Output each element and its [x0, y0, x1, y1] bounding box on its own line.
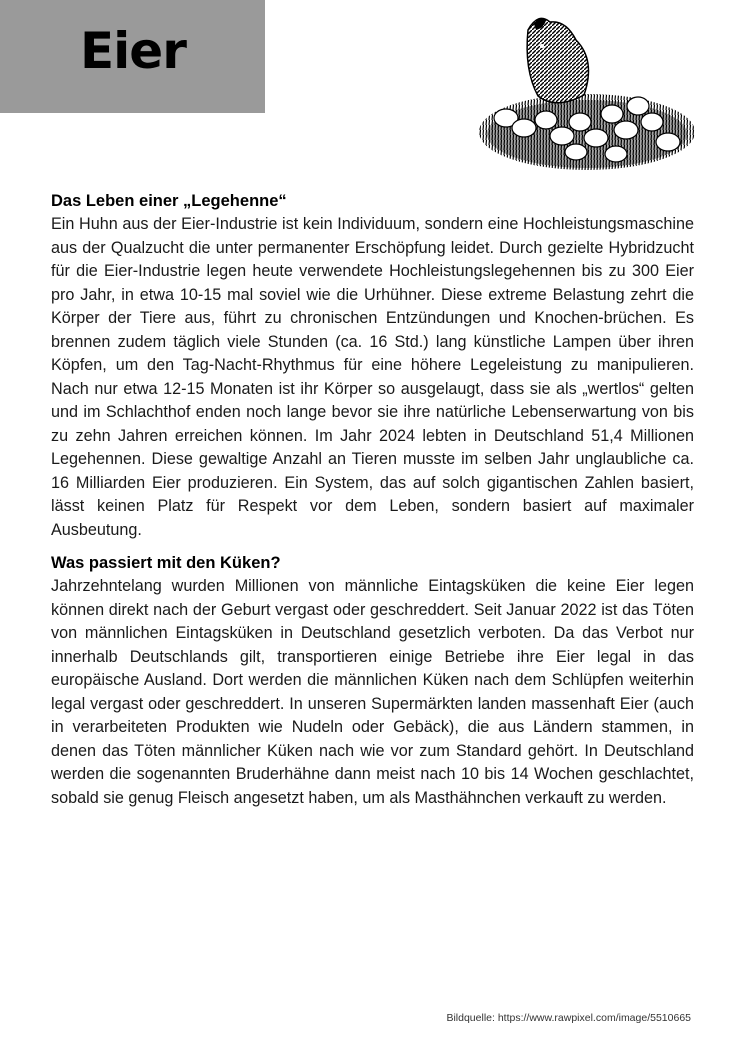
- image-credit: Bildquelle: https://www.rawpixel.com/image/5510665: [446, 1012, 691, 1024]
- section-body-kueken: Jahrzehntelang wurden Millionen von männliche Eintagsküken die keine Eier legen können direkt nach der Geburt vergast oder geschreddert. Seit Januar 2022 ist das Töten von männlichen Eintagsküken in Deutschland gesetzlich verboten. Da das Verbot nur innerhalb Deutschlands gilt, transportieren einige Betriebe ihre Eier legal in das europäische Ausland. Dort werden die männlichen Küken nach dem Schlüpfen weiterhin legal vergast oder geschreddert. In unseren Supermärkten landen massenhaft Eier (auch in verarbeiteten Produkten wie Nudeln oder Gebäck), die aus Ländern stammen, in denen das Töten männlicher Küken nach wie vor zum Standard gehört. In Deutschland werden die sogenannten Bruderhähne dann meist nach 10 bis 14 Wochen geschlachtet, sobald sie genug Fleisch angesetzt haben, um als Masthähnchen verkauft zu werden.: [51, 577, 694, 807]
- hen-with-chicks-illustration: [476, 10, 698, 175]
- article-content: [51, 190, 694, 820]
- section-heading-legehenne: Das Leben einer „Legehenne“: [51, 192, 287, 210]
- section-heading-kueken: Was passiert mit den Küken?: [51, 554, 281, 572]
- title-banner: [0, 0, 265, 113]
- page-title: Eier: [80, 22, 186, 80]
- hen-illustration-icon: [476, 10, 698, 175]
- section-body-legehenne: Ein Huhn aus der Eier-Industrie ist kein Individuum, sondern eine Hochleistungsmaschine aus der Qualzucht die unter permanenter Erschöpfung leidet. Durch gezielte Hybridzucht für die Eier-Industrie legen heute verwendete Hochleistungslegehennen bis zu 300 Eier pro Jahr, in etwa 10-15 mal soviel wie die Urhühner. Diese extreme Belastung zehrt die Körper der Tiere aus, führt zu chronischen Entzündungen und Knochen-brüchen. Es brennen zudem täglich viele Stunden (ca. 16 Std.) lang künstliche Lampen über ihren Köpfen, um den Tag-Nacht-Rhythmus für eine höhere Legeleistung zu manipulieren. Nach nur etwa 12-15 Monaten ist ihr Körper so ausgelaugt, dass sie als „wertlos“ gelten und im Schlachthof enden noch lange bevor sie ihre natürliche Lebenserwartung von bis zu zehn Jahren erreichen können. Im Jahr 2024 lebten in Deutschland 51,4 Millionen Legehennen. Diese gewaltige Anzahl an Tieren musste im selben Jahr unglaubliche ca. 16 Milliarden Eier produzieren. Ein System, das auf solch gigantischen Zahlen basiert, lässt keinen Platz für Respekt vor dem Leben, sondern basiert auf maximaler Ausbeutung.: [51, 215, 694, 539]
